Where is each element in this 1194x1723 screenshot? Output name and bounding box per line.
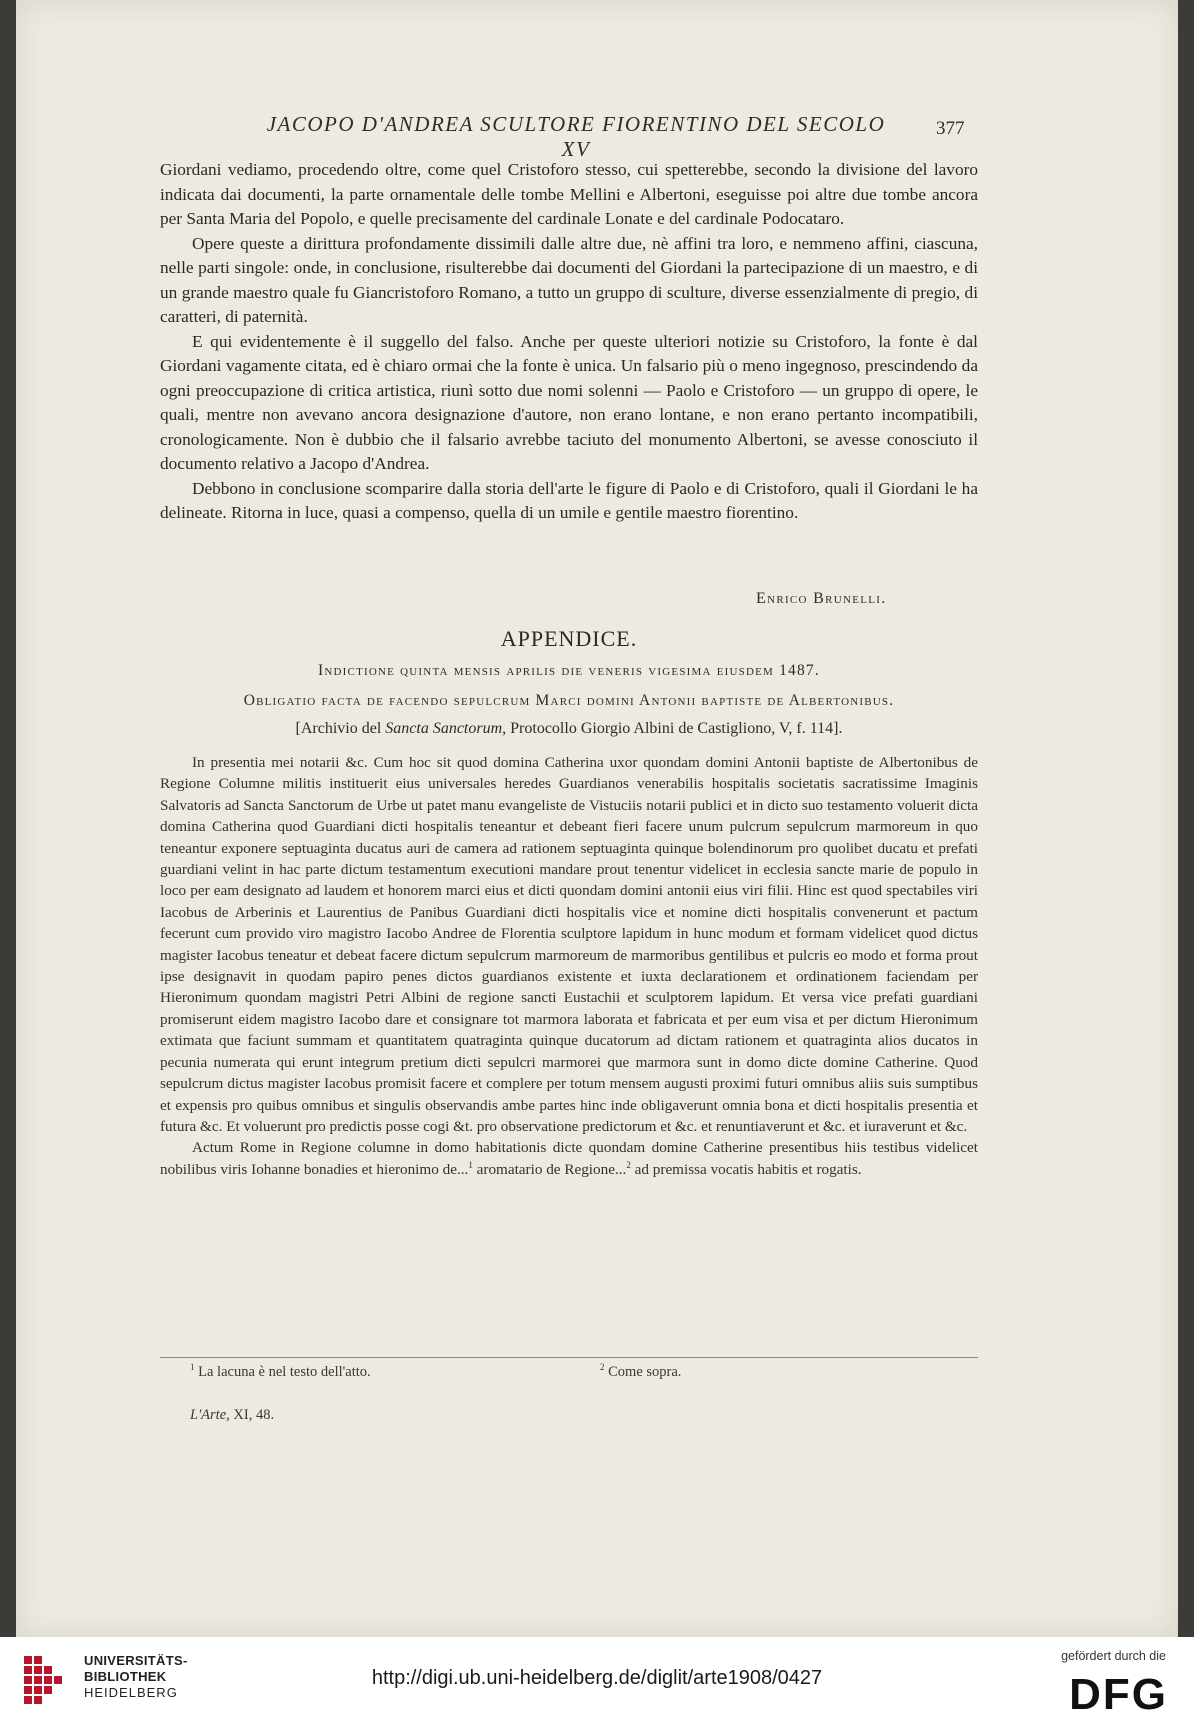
funding-note: gefördert durch die — [1061, 1649, 1166, 1663]
archive-reference: [Archivio del Sancta Sanctorum, Protocollo Giorgio Albini de Castigliono, V, f. 114]. — [295, 720, 843, 737]
appendix-title: APPENDICE. — [500, 626, 638, 651]
appendix-date-line: Indictione quinta mensis aprilis die veneris vigesima eiusdem 1487. — [318, 662, 820, 679]
paragraph-2: Opere queste a dirittura profondamente dissimili dalle altre due, nè affini tra loro, e nemmeno affini, ciascuna, nelle parti singole: onde, in conclusione, risulterebbe dai documenti del Giordani la partecipazione di un maestro, e di un grande maestro quale fu Giancristoforo Romano, a tutto un gruppo di sculture, diverse essenzialmente di pregio, di caratteri, di paternità. — [160, 233, 978, 326]
library-name[interactable]: UNIVERSITÄTS- BIBLIOTHEK HEIDELBERG — [84, 1653, 188, 1700]
running-title: JACOPO D'ANDREA SCULTORE FIORENTINO DEL SECOLO XV — [266, 112, 886, 161]
footnote-1: $^1$ La lacuna è nel testo dell'atto. — [190, 1362, 371, 1380]
footnote-divider — [160, 1357, 978, 1358]
footnote-ref-1[interactable]: 1 — [468, 1159, 473, 1170]
paragraph-4: Debbono in conclusione scomparire dalla storia dell'arte le figure di Paolo e di Cristoforo, quali il Giordani le ha delineate. Ritorna in luce, quasi a compenso, quella di un umile e gentile maestro fiorentino. — [160, 478, 978, 522]
permalink-url[interactable]: http://digi.ub.uni-heidelberg.de/diglit/arte1908/0427 — [371, 1667, 823, 1689]
author-signature: Enrico Brunelli. — [756, 590, 887, 607]
article-body — [160, 158, 978, 526]
appendix-subject-line: Obligatio facta de facendo sepulcrum Marci domini Antonii baptiste de Albertonibus. — [243, 692, 895, 709]
paragraph-3: E qui evidentemente è il suggello del falso. Anche per queste ulteriori notizie su Cristoforo, la fonte è dal Giordani vagamente citata, ed è chiaro ormai che la fonte è unica. Un falsario più o meno ingegnoso, prescindendo da ogni preoccupazione di critica artistica, riunì sotto due nomi solenni — Paolo e Cristoforo — un gruppo di opere, le quali, mentre non avevano ancora designazione d'autore, non erano lontane, e non erano pertanto incompatibili, cronologicamente. Non è dubbio che il falsario avrebbe taciuto del monumento Albertoni, se avesse conosciuto il documento relativo a Jacopo d'Andrea. — [160, 331, 978, 473]
footnote-2: $^2$ Come sopra. — [600, 1362, 682, 1380]
journal-signature: L'Arte, XI, 48. — [190, 1407, 275, 1423]
latin-paragraph-2: Actum Rome in Regione columne in domo habitationis dicte quondam domine Catherine presentibus hiis testibus videlicet nobilibus viris Iohanne bonadies et hieronimo de...$^1$ aromatario de Regione...$^2$ ad premissa vocatis habitis et rogatis. — [160, 1139, 978, 1178]
latin-paragraph-1: In presentia mei notarii &c. Cum hoc sit quod domina Catherina uxor quondam domini Antonii baptiste de Albertonibus de Regione Columne militis instituerit eius universales heredes Guardianos venerabilis hospitalis societatis sacratissime Imaginis Salvatoris ad Sancta Sanctorum de Urbe ut patet manu evangeliste de Vistuciis notarii publici et in dicto suo testamento voluerit dicta domina Catherina quod Guardiani dicti hospitalis teneantur et debeant fieri facere unum pulcrum sepulcrum marmoreum in quo teneantur exponere septuaginta ducatus auri de camera ad rationem septuaginta quinque bolendinorum pro quolibet ducatu et prefati guardiani velint in hac parte dictum testamentum executioni mandare prout tenentur videlicet in ecclesia sancte marie de populo in loco per eam designato ad laudem et honorem marci eius et dicti quondam domini antonii eius viri filii. Hinc est quod spectabiles viri Iacobus de Arberinis et Laurentius de Panibus Guardiani dicti hospitalis vice et nomine dicti hospitalis convenerunt et pactum fecerunt cum provido viro magistro Iacobo Andree de Florentia sculptore lapidum in hunc modum et formam videlicet quod dictus magister Iacobus teneatur et debeat facere dictum sepulcrum marmoreum de marmoribus gentilibus et pulcris eo modo et forma prout ipse designavit in quodam papiro penes dictos guardianos existente et iuxta declarationem et ordinationem faciendam per Hieronimum quondam magistri Petri Albini de regione sancti Eustachii et sculptorem lapidum. Et versa vice prefati guardiani promiserunt eidem magistro Iacobo dare et consignare tot marmora laborata et fabricata et per eum visa et per dictum Hieronimum extimata que faciunt summam et quantitatem quatraginta quinque ducatorum ad dictam rationem et quatraginta alios ducatos in pecunia numerata qui erunt integrum pretium dicti sepulcri marmorei que marmora sunt in domo dicte domine Catherine. Quod sepulcrum dictus magister Iacobus promisit facere et complere per totum mensem augusti proximi futuri omnibus aliis suis sumptibus et expensis pro quibus omnibus et singulis observandis ambe partes hinc inde obligaverunt omnia bona et dicti hospitalis presentia et futura &c. Et voluerunt pro predictis posse cogi &t. pro observatione predictorum et &c. et renuntiaverunt et &c. et iuraverunt et &c. — [160, 754, 978, 1135]
dfg-logo[interactable]: DFG — [1069, 1670, 1168, 1719]
footnote-ref-2[interactable]: 2 — [626, 1159, 631, 1170]
latin-document — [160, 752, 978, 1180]
paragraph-1: Giordani vediamo, procedendo oltre, come quel Cristoforo stesso, cui spetterebbe, secondo la divisione del lavoro indicata dai documenti, la parte ornamentale delle tombe Mellini e Albertoni, eseguisse poi altre due tombe ancora per Santa Maria del Popolo, e quelle precisamente del cardinale Lonate e del cardinale Podocataro. — [160, 160, 978, 228]
page-number: 377 — [936, 118, 965, 139]
viewer-footer — [0, 1637, 1194, 1723]
